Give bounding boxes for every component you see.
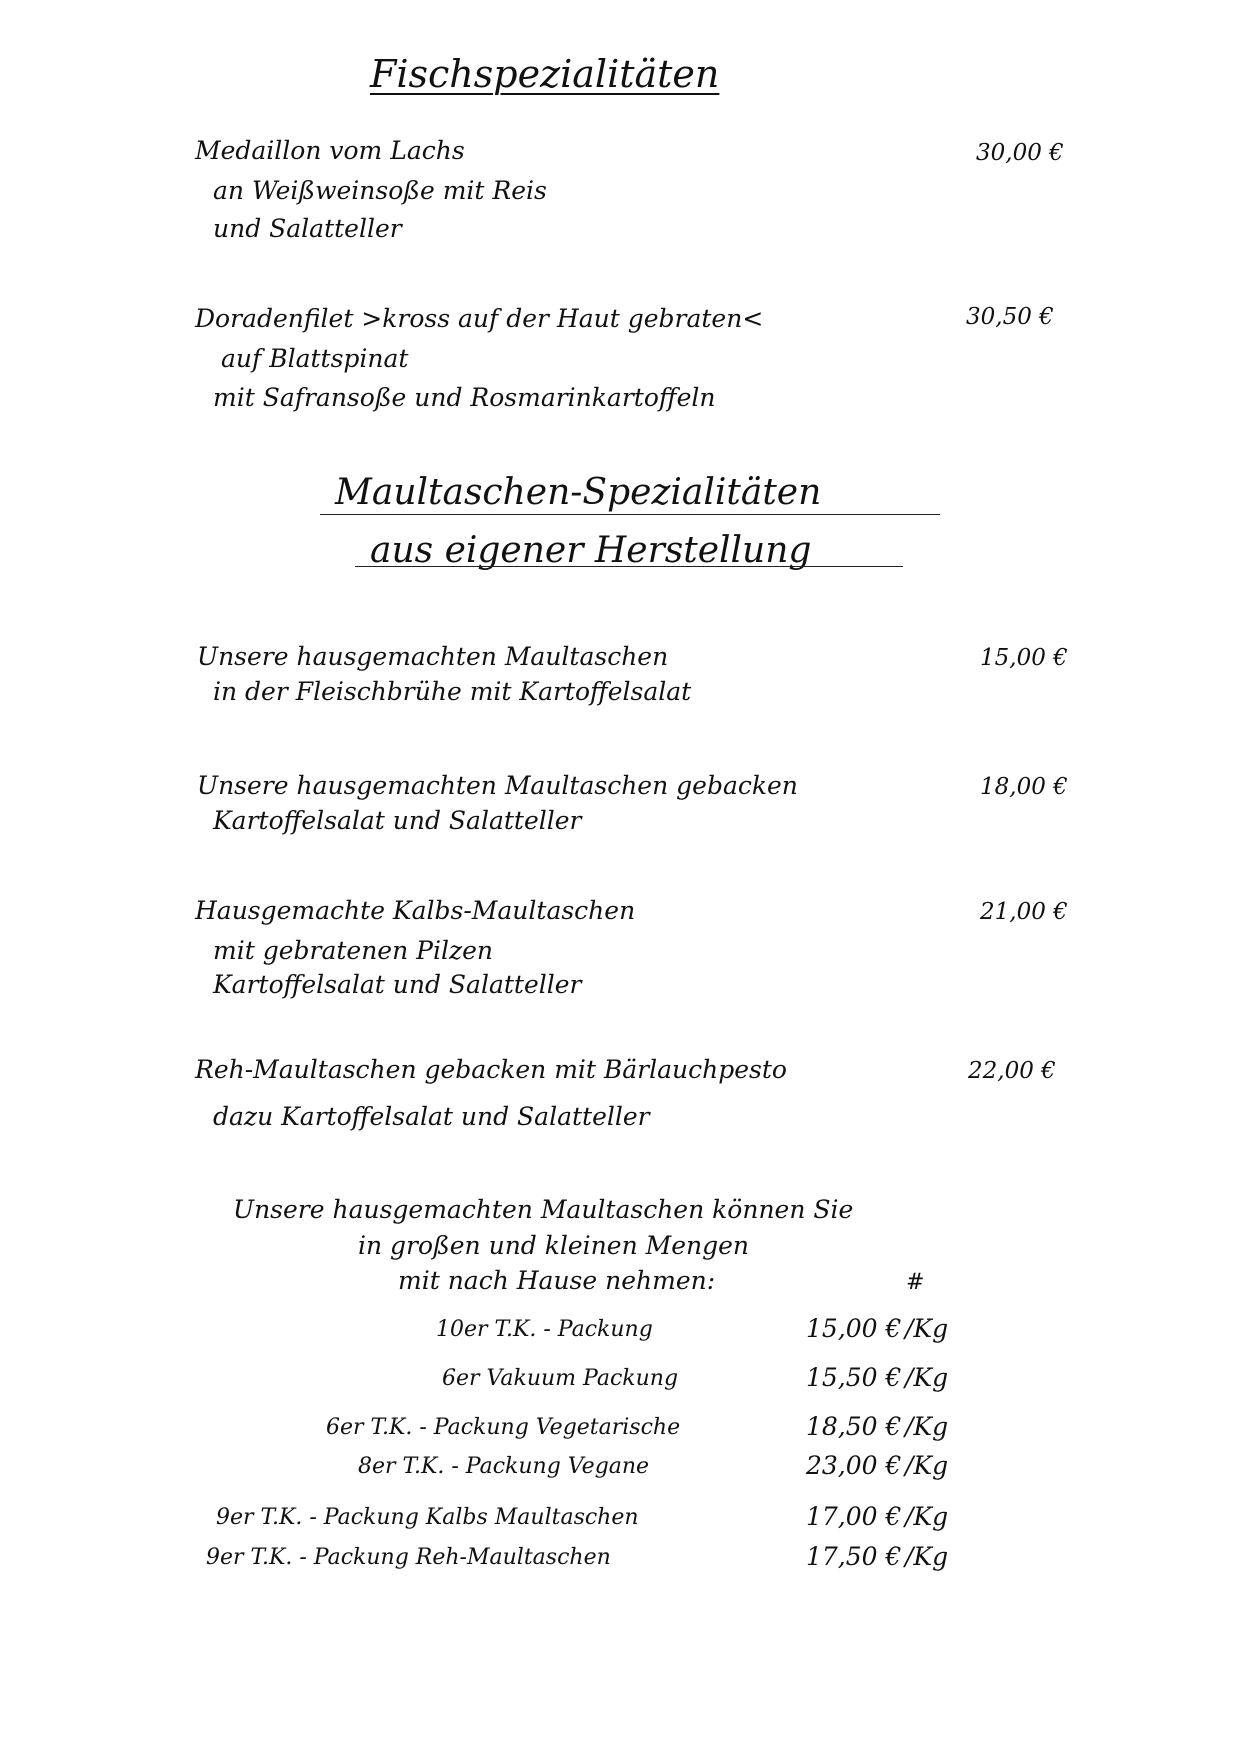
section-title-maultaschen-line1: Maultaschen-Spezialitäten — [335, 472, 822, 513]
dish-name: Doradenfilet >kross auf der Haut gebraten< — [195, 304, 764, 333]
dish-name: Unsere hausgemachten Maultaschen — [197, 642, 669, 671]
takeaway-text: mit nach Hause nehmen: — [398, 1266, 716, 1295]
pack-label: 6er Vakuum Packung — [442, 1366, 679, 1391]
title-underline — [355, 566, 903, 567]
dish-description: mit gebratenen Pilzen — [213, 936, 494, 965]
pack-label: 8er T.K. - Packung Vegane — [358, 1454, 650, 1479]
section-title-fish: Fischspezialitäten — [370, 52, 720, 96]
pack-price: 15,50 € — [806, 1363, 902, 1392]
pack-label: 9er T.K. - Packung Kalbs Maultaschen — [216, 1505, 639, 1530]
pack-unit: /Kg — [905, 1502, 949, 1531]
dish-description: Kartoffelsalat und Salatteller — [213, 970, 582, 999]
dish-name: Unsere hausgemachten Maultaschen gebacken — [197, 771, 798, 800]
dish-price: 18,00 € — [980, 774, 1068, 800]
pack-price: 17,00 € — [806, 1502, 902, 1531]
dish-description: Kartoffelsalat und Salatteller — [213, 806, 582, 835]
pack-unit: /Kg — [905, 1451, 949, 1480]
dish-price: 21,00 € — [980, 899, 1068, 925]
pack-unit: /Kg — [905, 1542, 949, 1571]
pack-price: 18,50 € — [806, 1412, 902, 1441]
dish-price: 30,50 € — [966, 304, 1054, 330]
takeaway-text: in großen und kleinen Mengen — [358, 1231, 750, 1260]
dish-name: Medaillon vom Lachs — [195, 136, 465, 165]
pack-label: 9er T.K. - Packung Reh-Maultaschen — [206, 1545, 611, 1570]
dish-name: Reh-Maultaschen gebacken mit Bärlauchpesto — [195, 1055, 787, 1084]
dish-price: 15,00 € — [980, 645, 1068, 671]
pack-price: 23,00 € — [806, 1451, 902, 1480]
pack-unit: /Kg — [905, 1314, 949, 1343]
pack-label: 6er T.K. - Packung Vegetarische — [326, 1415, 681, 1440]
pack-unit: /Kg — [905, 1363, 949, 1392]
dish-description: an Weißweinsoße mit Reis — [213, 176, 547, 205]
pack-unit: /Kg — [905, 1412, 949, 1441]
pack-label: 10er T.K. - Packung — [436, 1317, 653, 1342]
takeaway-mark: # — [906, 1270, 925, 1295]
dish-description: mit Safransoße und Rosmarinkartoffeln — [213, 383, 716, 412]
dish-description: in der Fleischbrühe mit Kartoffelsalat — [213, 677, 692, 706]
dish-price: 22,00 € — [968, 1058, 1056, 1084]
dish-name: Hausgemachte Kalbs-Maultaschen — [195, 896, 636, 925]
takeaway-text: Unsere hausgemachten Maultaschen können Sie — [233, 1195, 854, 1224]
dish-description: dazu Kartoffelsalat und Salatteller — [213, 1102, 650, 1131]
pack-price: 17,50 € — [806, 1542, 902, 1571]
section-title-maultaschen-line2: aus eigener Herstellung — [370, 530, 812, 571]
pack-price: 15,00 € — [806, 1314, 902, 1343]
title-underline — [320, 514, 940, 515]
dish-description: und Salatteller — [213, 214, 402, 243]
dish-price: 30,00 € — [976, 140, 1064, 166]
dish-description: auf Blattspinat — [221, 344, 409, 373]
